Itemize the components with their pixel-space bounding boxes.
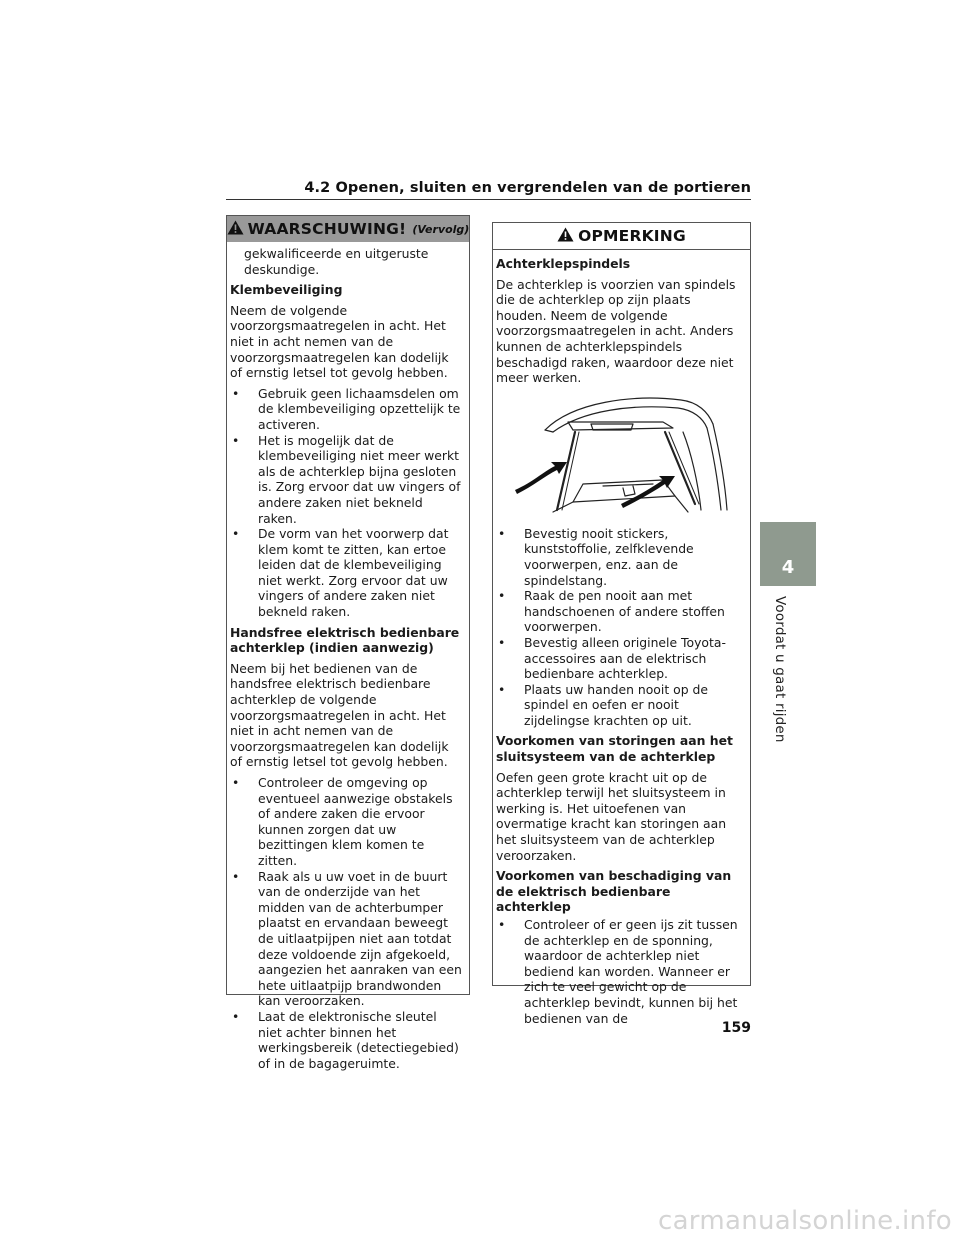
- section-heading: Klembeveiliging: [230, 282, 343, 298]
- list-item: • Bevestig alleen originele Toyota-accessoires aan de elektrisch bedienbare achterklep.: [496, 635, 745, 682]
- warning-subtitle: (Vervolg): [412, 222, 470, 236]
- warning-title: WAARSCHUWING!: [247, 220, 407, 238]
- warning-box: [226, 215, 470, 1071]
- notice-triangle-icon: [557, 227, 574, 246]
- notice-title: OPMERKING: [578, 227, 686, 245]
- section-heading: Voorkomen van storingen aan het sluitsysteem van de achterklep: [496, 733, 733, 765]
- list-item: • Gebruik geen lichaamsdelen om de klembeveiliging opzettelijk te activeren.: [230, 386, 464, 433]
- notice-box: [492, 222, 751, 1026]
- bullet-list: [496, 917, 745, 1026]
- list-item: • Controleer of er geen ijs zit tussen de achterklep en de sponning, waardoor de achterklep niet bediend kan worden. Wanneer er zich te veel gewicht op de achterklep bevindt, kunnen bij het bedienen van de: [496, 917, 745, 1026]
- bullet-list: [230, 386, 464, 620]
- continued-text: gekwalificeerde en uitgeruste deskundige.: [244, 246, 429, 277]
- bullet-list: [230, 775, 464, 1071]
- tailgate-illustration: [496, 392, 745, 516]
- notice-content: [493, 250, 750, 1026]
- section-text: Oefen geen grote kracht uit op de achterklep terwijl het sluitsysteem in werking is. Het uitoefenen van overmatige kracht kan storingen aan het sluitsysteem van de achterklep veroorzaken.: [496, 769, 727, 863]
- warning-content: [227, 242, 469, 1071]
- list-item: • Het is mogelijk dat de klembeveiliging niet meer werkt als de achterklep bijna gesloten is. Zorg ervoor dat uw vingers of andere zaken niet bekneld raken.: [230, 433, 464, 527]
- list-item: • De vorm van het voorwerp dat klem komt te zitten, kan ertoe leiden dat de klembeveiliging niet werkt. Zorg ervoor dat uw vingers of andere zaken niet bekneld raken.: [230, 526, 464, 620]
- tailgate-strut-diagram: [513, 392, 728, 516]
- list-item: • Raak de pen nooit aan met handschoenen of andere stoffen voorwerpen.: [496, 588, 745, 635]
- page-number: 159: [721, 1020, 751, 1036]
- notice-title-bar: [493, 223, 750, 250]
- warning-title-bar: [227, 216, 469, 242]
- section-intro: Neem de volgende voorzorgsmaatregelen in acht. Het niet in acht nemen van de voorzorgsmaatregelen kan dodelijk of ernstig letsel tot gevolg hebben.: [230, 302, 449, 381]
- section-intro: Neem bij het bedienen van de handsfree elektrisch bedienbare achterklep de volgende voorzorgsmaatregelen in acht. Het niet in acht nemen van de voorzorgsmaatregelen kan dodelijk of ernstig letsel tot gevolg hebben.: [230, 660, 449, 770]
- watermark: carmanualsonline.info: [657, 1206, 952, 1236]
- list-item: • Raak als u uw voet in de buurt van de onderzijde van het midden van de achterbumper plaatst en ervandaan beweegt de uitlaatpijpen niet aan totdat deze voldoende zijn afgekoeld, aangezien het aanraken van een hete uitlaatpijp brandwonden kan veroorzaken.: [230, 869, 464, 1009]
- list-item: • Laat de elektronische sleutel niet achter binnen het werkingsbereik (detectiegebied) of in de bagageruimte.: [230, 1009, 464, 1071]
- bullet-list: [496, 526, 745, 729]
- header-divider: [226, 199, 751, 200]
- list-item: • Plaats uw handen nooit op de spindel en oefen er nooit zijdelingse krachten op uit.: [496, 682, 745, 729]
- chapter-label: Voordat u gaat rijden: [772, 596, 788, 743]
- warning-triangle-icon: [227, 220, 244, 239]
- section-heading: Achterklepspindels: [496, 256, 631, 271]
- section-heading: Voorkomen van beschadiging van de elektrisch bedienbare achterklep: [496, 868, 732, 915]
- section-heading: Handsfree elektrisch bedienbare achterklep (indien aanwezig): [230, 624, 460, 656]
- section-intro: De achterklep is voorzien van spindels die de achterklep op zijn plaats houden. Neem de volgende voorzorgsmaatregelen in acht. Anders kunnen de achterklepspindels beschadigd raken, waardoor deze niet meer werken.: [496, 276, 736, 386]
- list-item: • Controleer de omgeving op eventueel aanwezige obstakels of andere zaken die ervoor kunnen zorgen dat uw bezittingen klem komen te zitten.: [230, 775, 464, 869]
- list-item: • Bevestig nooit stickers, kunststoffolie, zelfklevende voorwerpen, enz. aan de spindelstang.: [496, 526, 745, 588]
- page-header: 4.2 Openen, sluiten en vergrendelen van de portieren: [304, 180, 751, 196]
- chapter-number: 4: [781, 556, 795, 578]
